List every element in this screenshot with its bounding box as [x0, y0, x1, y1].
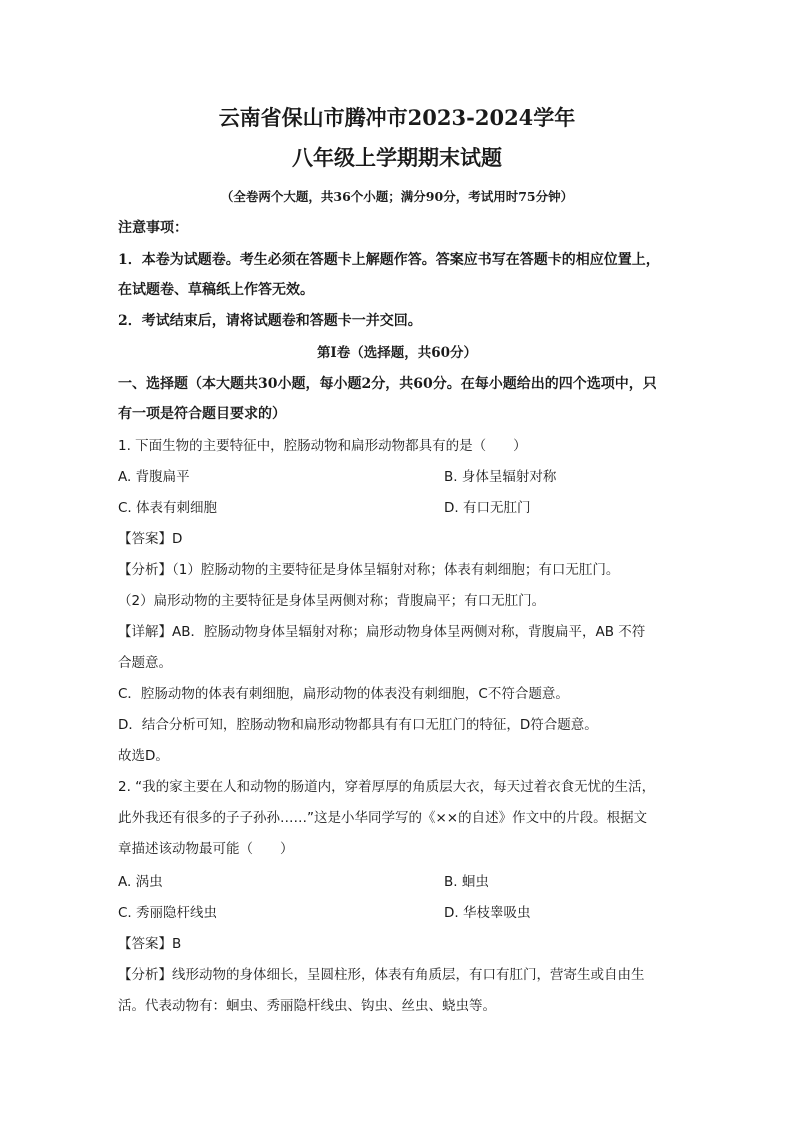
- q1-answer: [118, 529, 182, 549]
- q1-detail-label: 【详解】: [118, 624, 172, 640]
- notes-item1-line1: 1．本卷为试题卷。考生必须在答题卡上解题作答。答案应书写在答题卡的相应位置上，: [118, 252, 660, 268]
- q1-analysis-line2: （2）扁形动物的主要特征是身体呈两侧对称；背腹扁平；有口无肛门。: [118, 593, 546, 609]
- notes-item2: 2．考试结束后，请将试题卷和答题卡一并交回。: [118, 313, 422, 329]
- section1-intro-line1: 一、选择题（本大题共30小题，每小题2分，共60分。在每小题给出的四个选项中，只: [118, 376, 657, 392]
- q1-detail-line4: D．结合分析可知，腔肠动物和扁形动物都具有有口无肛门的特征，D符合题意。: [118, 717, 598, 733]
- q1-detail-line2: 合题意。: [118, 655, 172, 671]
- q2-analysis-line2: 活。代表动物有：蛔虫、秀丽隐杆线虫、钩虫、丝虫、蛲虫等。: [118, 998, 496, 1014]
- q2-option-a: A. 涡虫: [118, 874, 163, 890]
- q1-option-c: C. 体表有刺细胞: [118, 500, 218, 516]
- q2-stem-line3: 章描述该动物最可能（ ）: [118, 841, 294, 857]
- q2-stem-line1: 2. “我的家主要在人和动物的肠道内，穿着厚厚的角质层大衣，每天过着衣食无忧的生活，: [118, 779, 656, 795]
- q2-answer-label: 【答案】: [118, 936, 172, 952]
- q1-answer-label: 【答案】: [118, 531, 172, 547]
- exam-title-line2: 八年级上学期期末试题: [292, 145, 502, 170]
- q2-analysis-line1: [118, 965, 645, 985]
- q2-stem-line2: 此外我还有很多的子子孙孙……”这是小华同学写的《××的自述》作文中的片段。根据文: [118, 810, 648, 826]
- q1-analysis-label: 【分析】: [118, 562, 172, 578]
- notes-heading: 注意事项：: [118, 220, 188, 236]
- q2-option-d: D. 华枝睾吸虫: [444, 905, 531, 921]
- exam-subtitle: （全卷两个大题，共36个小题；满分90分，考试用时75分钟）: [220, 189, 574, 204]
- q2-analysis-text1: 线形动物的身体细长，呈圆柱形，体表有角质层，有口有肛门，营寄生或自由生: [172, 967, 645, 983]
- q1-detail-line3: C．腔肠动物的体表有刺细胞，扁形动物的体表没有刺细胞，C不符合题意。: [118, 686, 569, 702]
- section1-intro-line2: 有一项是符合题目要求的）: [118, 406, 286, 422]
- q2-answer: [118, 934, 181, 954]
- q1-analysis-text1: （1）腔肠动物的主要特征是身体呈辐射对称；体表有刺细胞；有口无肛门。: [172, 562, 620, 578]
- q1-option-b: B. 身体呈辐射对称: [444, 469, 557, 485]
- q1-conclusion: 故选D。: [118, 748, 169, 764]
- q2-option-c: C. 秀丽隐杆线虫: [118, 905, 218, 921]
- q1-detail-line1: [118, 622, 645, 642]
- q2-option-b: B. 蛔虫: [444, 874, 489, 890]
- notes-item1-line2: 在试题卷、草稿纸上作答无效。: [118, 282, 314, 298]
- q1-option-a: A. 背腹扁平: [118, 469, 190, 485]
- q1-detail-text1: AB．腔肠动物身体呈辐射对称；扁形动物身体呈两侧对称，背腹扁平，AB 不符: [172, 624, 646, 640]
- q1-analysis-line1: [118, 560, 619, 580]
- q1-stem: 1. 下面生物的主要特征中，腔肠动物和扁形动物都具有的是（ ）: [118, 438, 527, 454]
- section1-heading: 第Ⅰ卷（选择题，共60分）: [316, 345, 478, 361]
- q1-answer-value: D: [172, 531, 183, 547]
- exam-title-line1: 云南省保山市腾冲市2023-2024学年: [218, 105, 576, 130]
- q1-option-d: D. 有口无肛门: [444, 500, 531, 516]
- q2-answer-value: B: [172, 936, 182, 952]
- q2-analysis-label: 【分析】: [118, 967, 172, 983]
